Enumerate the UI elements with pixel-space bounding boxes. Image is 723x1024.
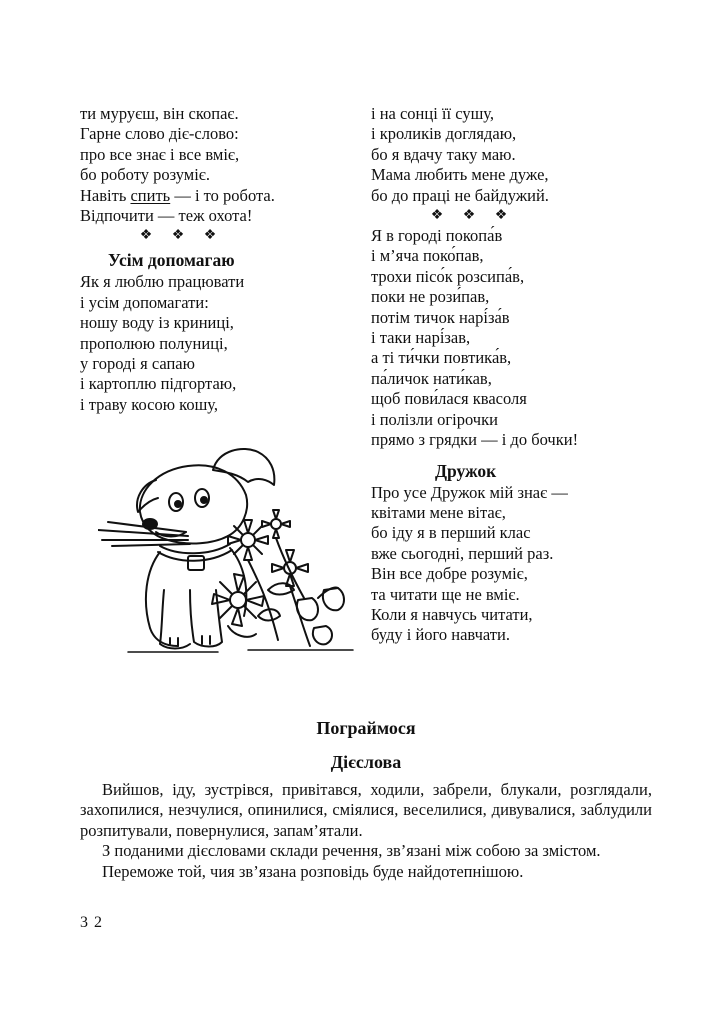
- poem-line: Мама любить мене дуже,: [371, 165, 549, 185]
- flower-icon: [262, 510, 290, 538]
- poem-title: Дружок: [435, 460, 497, 481]
- flower-icon: [272, 550, 308, 586]
- poem-line: вже сьогодні, перший раз.: [371, 543, 554, 563]
- poem-line: та читати ще не вміє.: [371, 584, 520, 604]
- poem-line: і таки нарі́зав,: [371, 328, 471, 348]
- poem-line: бо роботу розуміє.: [80, 165, 211, 185]
- paragraph: Вийшов, іду, зустрівся, привітався, ходили, забрели, блукали, розглядали, захопилися, незчулися, опинилися, сміялися, веселилися, дивувалися, заблудили розпитували, повернулися, запам’ятали.: [80, 780, 652, 840]
- poem-line: ти муруєш, він скопає.: [80, 104, 239, 123]
- poem-line: [80, 186, 355, 206]
- line-prefix: Навіть: [80, 185, 131, 205]
- poem-line: про все знає і все вміє,: [80, 144, 240, 164]
- section-title: Пограймося: [316, 718, 416, 738]
- underlined-word: спить: [130, 185, 171, 205]
- poem-line: і кроликів доглядаю,: [371, 124, 517, 144]
- poem-line: бо іду я в перший клас: [371, 523, 531, 543]
- flower-icon: [212, 574, 264, 626]
- star-icon: ❖: [203, 228, 217, 244]
- poem-line: прямо з грядки — і до бочки!: [371, 430, 579, 450]
- poem-line: а ті ти́чки повтика́в,: [371, 348, 512, 368]
- poem-line: квітами мене вітає,: [371, 502, 506, 522]
- star-icon: ❖: [430, 208, 444, 224]
- line-suffix: — і то робота.: [170, 185, 275, 205]
- puppy-with-flowers-illustration: [98, 440, 356, 660]
- poem-line: Відпочити — теж охота!: [80, 206, 253, 226]
- star-icon: ❖: [139, 228, 153, 244]
- poem-line: Як я люблю працювати: [80, 272, 245, 292]
- poem-line: буду і його навчати.: [371, 625, 510, 645]
- stars-divider: [371, 206, 661, 226]
- poem-line: Гарне слово діє-слово:: [80, 124, 239, 144]
- section-subtitle: Дієслова: [330, 752, 402, 772]
- poem-line: Коли я навчусь читати,: [371, 604, 533, 624]
- paragraph: Переможе той, чия зв’язана розповідь буде найдотепнішою.: [102, 861, 524, 881]
- poem-line: поки не рози́пав,: [371, 287, 490, 307]
- paragraph: З поданими дієсловами склади речення, зв’язані між собою за змістом.: [102, 841, 601, 861]
- poem-line: і усім допомагати:: [80, 292, 209, 312]
- game-section: [80, 716, 652, 882]
- page-number: 32: [80, 914, 108, 931]
- poem-line: і траву косою кошу,: [80, 394, 219, 414]
- poem-line: ношу воду із криниці,: [80, 313, 234, 333]
- poem-line: трохи пісо́к розсипа́в,: [371, 266, 525, 286]
- poem-line: бо я вдачу таку маю.: [371, 144, 516, 164]
- star-icon: ❖: [462, 208, 476, 224]
- poem-line: і м’яча поко́пав,: [371, 246, 484, 266]
- poem-line: Я в городі покопа́в: [371, 226, 503, 246]
- poem-line: у городі я сапаю: [80, 354, 195, 374]
- poem-line: па́личок нати́кав,: [371, 368, 492, 388]
- poem-line: прополюю полуниці,: [80, 333, 228, 353]
- poem-line: Про усе Дружок мій знає —: [371, 482, 568, 502]
- poem-line: потім тичок нарі́за́в: [371, 307, 510, 327]
- poem-line: Він все добре розуміє,: [371, 564, 528, 584]
- poem-line: щоб пови́лася квасоля: [371, 389, 527, 409]
- right-column: [371, 104, 661, 646]
- poem-title: Усім допомагаю: [108, 250, 235, 271]
- poem-line: і картоплю підгортаю,: [80, 374, 237, 394]
- star-icon: ❖: [494, 208, 508, 224]
- left-column: [80, 104, 355, 415]
- poem-line: бо до праці не байдужий.: [371, 185, 549, 205]
- poem-line: і на сонці її сушу,: [371, 104, 495, 123]
- poem-line: і полізли огірочки: [371, 409, 498, 429]
- star-icon: ❖: [171, 228, 185, 244]
- stars-divider: [80, 226, 355, 246]
